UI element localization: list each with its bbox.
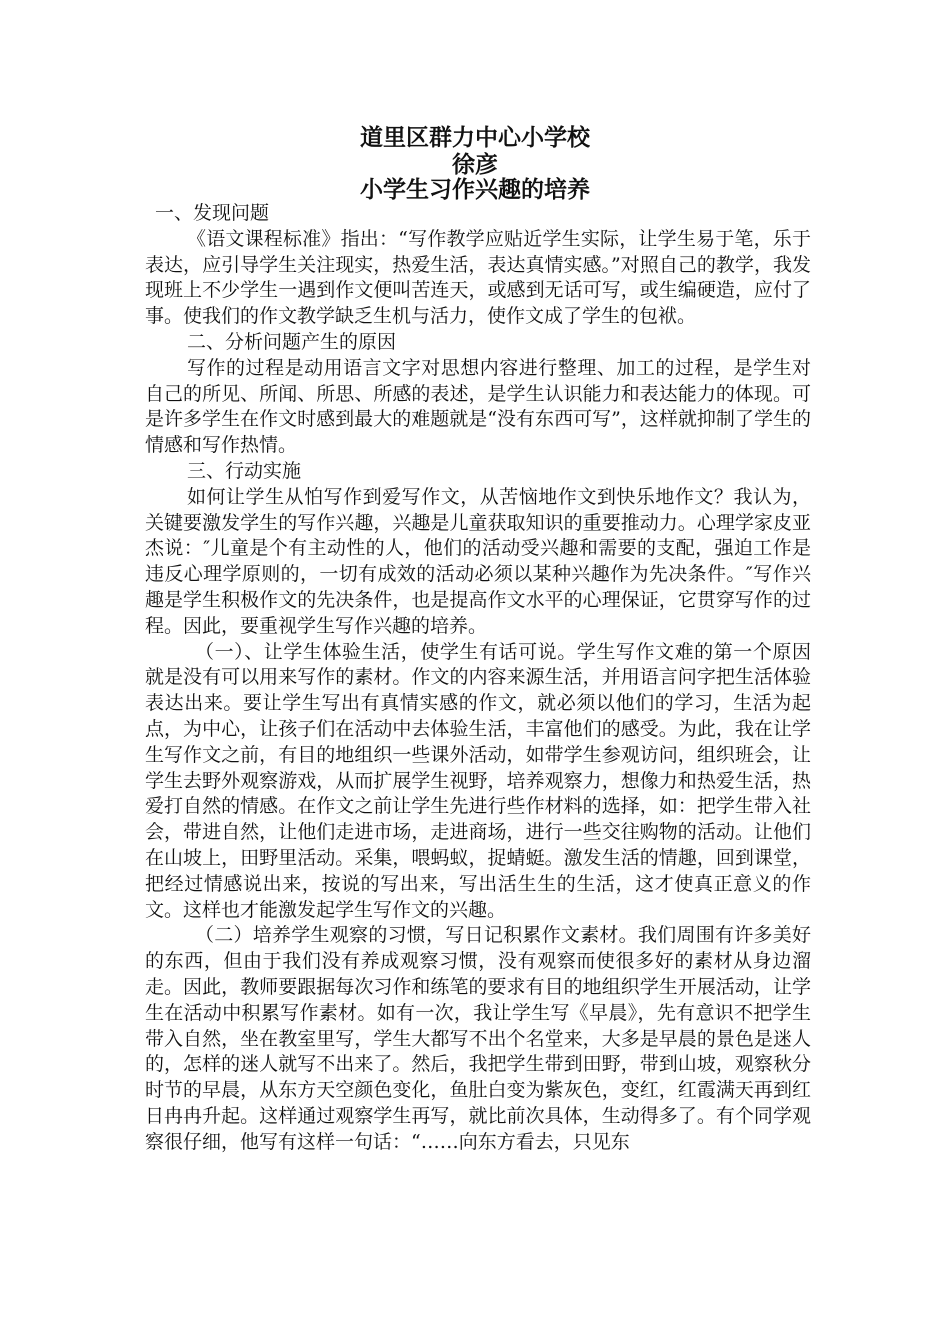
- section-heading-2: 二、分析问题产生的原因: [187, 330, 397, 353]
- section-heading-3: 三、行动实施: [187, 459, 302, 482]
- paragraph-4: （一）、让学生体验生活，使学生有话可说。学生写作文难的第一个原因就是没有可以用来写作的素材。作文的内容来源生活，并用语言问字把生活体验表达出来。要让学生写出有真情实感的作文，就必须以他们的学习，生活为起点，为中心，让孩子们在活动中去体验生活，丰富他们的感受。为此，我在让学生写作文之前，有目的地组织一些课外活动，如带学生参观访问，组织班会，让学生去野外观察游戏，从而扩展学生视野，培养观察力，想像力和热爱生活，热爱打自然的情感。在作文之前让学生先进行些作材料的选择，如：把学生带入社会，带进自然，让他们走进市场，走进商场，进行一些交往购物的活动。让他们在山坡上，田野里活动。采集，喂蚂蚁，捉蜻蜓。激发生活的情趣，回到课堂，把经过情感说出来，按说的写出来，写出活生生的生活，这才使真正意义的作文。这样也才能激发起学生写作文的兴趣。: [145, 640, 811, 921]
- article-body: [145, 201, 811, 1155]
- paragraph-3: 如何让学生从怕写作到爱写作文，从苦恼地作文到快乐地作文？我认为，关键要激发学生的写作兴趣，兴趣是儿童获取知识的重要推动力。心理学家皮亚杰说：″儿童是个有主动性的人，他们的活动受兴趣和需要的支配，强迫工作是违反心理学原则的，一切有成效的活动必须以某种兴趣作为先决条件。″写作兴趣是学生积极作文的先决条件，也是提高作文水平的心理保证，它贯穿写作的过程。因此，要重视学生写作兴趣的培养。: [145, 485, 811, 637]
- paragraph-1: 《语文课程标准》指出：“写作教学应贴近学生实际，让学生易于笔，乐于表达，应引导学生关注现实，热爱生活，表达真情实感。”对照自己的教学，我发现班上不少学生一遇到作文便叫苦连天，或感到无话可写，或生编硬造，应付了事。使我们的作文教学缺乏生机与活力，使作文成了学生的包袱。: [145, 227, 811, 328]
- school-name: 道里区群力中心小学校: [360, 125, 590, 151]
- paragraph-5: （二）培养学生观察的习惯，写日记积累作文素材。我们周围有许多美好的东西，但由于我们没有养成观察习惯，没有观察而使很多好的素材从身边溜走。因此，教师要跟据每次习作和练笔的要求有目的地组织学生开展活动，让学生在活动中积累写作素材。如有一次，我让学生写《早晨》，先有意识不把学生带入自然，坐在教室里写，学生大都写不出个名堂来，大多是早晨的景色是迷人的，怎样的迷人就写不出来了。然后，我把学生带到田野，带到山坡，观察秋分时节的早晨，从东方天空颜色变化，鱼肚白变为紫灰色，变红，红霞满天再到红日冉冉升起。这样通过观察学生再写，就比前次具体，生动得多了。有个同学观察很仔细，他写有这样一句话：“……向东方看去，只见东: [145, 924, 811, 1153]
- paragraph-2: 写作的过程是动用语言文字对思想内容进行整理、加工的过程，是学生对自己的所见、所闻、所思、所感的表述，是学生认识能力和表达能力的体现。可是许多学生在作文时感到最大的难题就是“没有东西可写”，这样就抑制了学生的情感和写作热情。: [145, 356, 811, 457]
- author-name: 徐彦: [452, 152, 498, 178]
- article-title: 小学生习作兴趣的培养: [360, 177, 590, 203]
- section-heading-1: 一、发现问题: [155, 202, 270, 224]
